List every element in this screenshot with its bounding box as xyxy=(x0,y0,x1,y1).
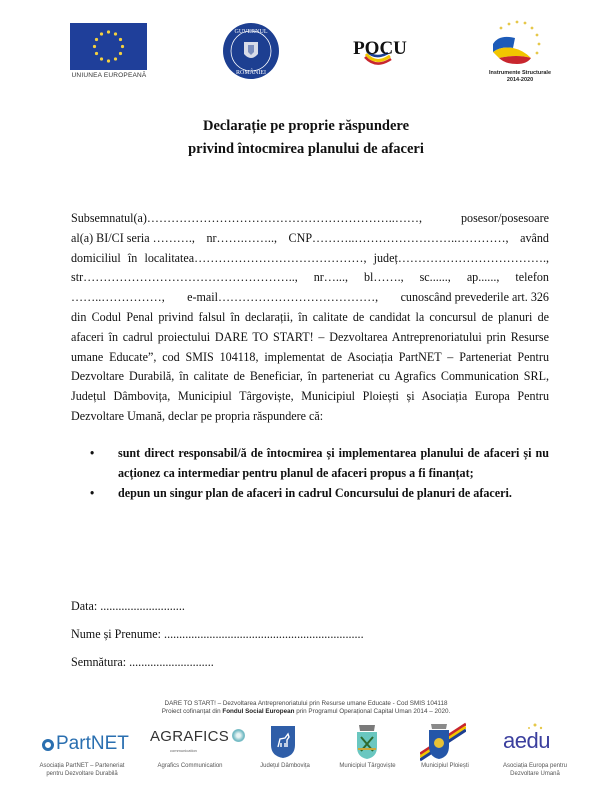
signature-field[interactable]: Semnătura: ............................ xyxy=(71,655,214,669)
partnet-logo-text: PartNET xyxy=(56,733,129,754)
partner-label-targoviste: Municipiul Târgoviște xyxy=(339,763,396,769)
agrafics-subtitle: communication xyxy=(170,748,197,753)
body-text: în xyxy=(127,250,138,265)
name-field[interactable]: Subsemnatul(a)……………………………………………………..……, xyxy=(71,211,423,225)
body-text: cunoscând prevederile art. 326 xyxy=(400,290,549,305)
body-text: din Codul Penal privind falsul în declarații, în calitate de candidat la concursul de planuri de xyxy=(71,309,549,324)
partner-label-line: Asociația Europa pentru xyxy=(502,763,568,769)
body-text: afaceri în cadrul proiectului DARE TO START! – Dezvoltarea Antreprenoriatului prin Resurse xyxy=(71,329,549,344)
agrafics-logo-text: AGRAFICS xyxy=(150,728,230,745)
document-title: Declarație pe proprie răspundere xyxy=(202,118,410,134)
dambovita-coat-of-arms-icon xyxy=(270,725,296,759)
body-line-id xyxy=(71,229,549,249)
footer-text: prin Programul Operațional Capital Uman 2014 – 2020. xyxy=(296,708,451,715)
id-number-field[interactable]: nr…….…….., xyxy=(206,230,277,245)
aedu-logo: aedu xyxy=(503,728,550,753)
body-line-name xyxy=(71,209,549,229)
body-line-locality xyxy=(71,249,549,269)
full-name-field[interactable]: Nume și Prenume: .................................................................. xyxy=(71,627,364,641)
partnet-logo xyxy=(42,733,129,755)
agrafics-logo xyxy=(150,728,245,745)
partner-label-aedu xyxy=(490,763,580,778)
eu-stars-icon xyxy=(70,23,147,70)
document-subtitle: privind întocmirea planului de afaceri xyxy=(188,141,424,157)
partnet-ring-icon xyxy=(42,739,54,751)
partner-label-line: Dezvoltare Umană xyxy=(510,770,560,777)
partner-label-line: pentru Dezvoltare Durabilă xyxy=(46,770,118,777)
footer-fund-name: Fondul Social European xyxy=(222,708,295,715)
eu-flag-logo xyxy=(70,23,147,70)
bullet-icon: • xyxy=(90,486,95,500)
body-line-contact xyxy=(71,288,549,308)
body-text: Dezvoltare Umană, declar pe propria răspundere că: xyxy=(71,408,324,423)
block-field[interactable]: bl……., xyxy=(363,270,404,285)
body-text: Dezvoltare Durabilă, în calitate de Beneficiar, în parteneriat cu Agrafics Communication SRL, xyxy=(71,369,549,384)
pocu-text: POCU xyxy=(353,38,407,59)
email-field[interactable]: e-mail…………………………………, xyxy=(187,290,379,305)
partner-label-agrafics: Agrafics Communication xyxy=(157,763,223,769)
bullet-item xyxy=(90,443,549,483)
locality-field[interactable]: localitatea……………………………………, xyxy=(144,250,367,265)
pocu-logo xyxy=(346,32,414,66)
body-text: Județul Dâmbovița, Municipiul Târgoviște, Municipiul Ploiești și Asociația Europa Pentru xyxy=(71,389,549,404)
body-text: domiciliul xyxy=(71,250,121,265)
eu-label: UNIUNEA EUROPEANĂ xyxy=(71,72,147,79)
street-field[interactable]: str…………………………………………….., xyxy=(71,270,298,285)
seal-bottom-text: ROMÂNIEI xyxy=(236,70,266,76)
structural-instruments-logo xyxy=(487,18,553,70)
structural-label-line1: Instrumente Structurale xyxy=(488,70,552,76)
bullet-text: sunt direct responsabil/ă de întocmirea și implementarea planului de afaceri și nu xyxy=(118,446,549,460)
body-text: umane Educate”, cod SMIS 104118, implementat de Asociația PartNET – Parteneriat Pentru xyxy=(71,349,549,364)
footer-funding-line xyxy=(130,708,482,716)
body-text: având xyxy=(520,230,549,245)
id-series-field[interactable]: al(a) BI/CI seria ………., xyxy=(71,230,195,245)
date-field[interactable]: Data: ............................ xyxy=(71,599,185,613)
structural-instruments-label xyxy=(470,70,570,84)
footer-text: Proiect cofinanțat din xyxy=(161,708,221,715)
structural-label-line2: 2014-2020 xyxy=(506,77,534,83)
street-number-field[interactable]: nr…..., xyxy=(313,270,348,285)
body-text: telefon xyxy=(515,270,549,285)
partner-label-ploiesti: Municipiul Ploiești xyxy=(421,763,469,769)
county-field[interactable]: județ………………………………., xyxy=(373,250,549,265)
ploiesti-coat-of-arms-icon xyxy=(420,720,466,762)
declaration-body xyxy=(71,209,549,427)
footer-project-line: DARE TO START! – Dezvoltarea Antreprenoriatului prin Resurse umane Educate - Cod SMIS 104118 xyxy=(164,700,448,707)
partner-label-line: Asociația PartNET – Parteneriat xyxy=(39,763,125,769)
staircase-field[interactable]: sc......, xyxy=(419,270,451,285)
phone-field[interactable]: ……..……………, xyxy=(71,290,165,305)
bullet-item xyxy=(90,483,549,503)
bullet-text: depun un singur plan de afaceri in cadrul Concursului de planuri de afaceri. xyxy=(118,486,512,500)
partner-label-dambovita: Județul Dâmbovița xyxy=(260,763,310,769)
cnp-field[interactable]: CNP………..……………………..…………, xyxy=(288,230,509,245)
body-line-address xyxy=(71,268,549,288)
bullet-icon: • xyxy=(90,446,95,460)
partner-label-partnet xyxy=(32,763,132,778)
targoviste-coat-of-arms-icon xyxy=(354,723,380,761)
seal-top-text: GUVERNUL xyxy=(234,29,268,35)
bullet-text: acționez ca intermediar pentru planul de afaceri propus a fi finanțat; xyxy=(118,466,474,480)
apartment-field[interactable]: ap......, xyxy=(466,270,500,285)
agrafics-disc-icon xyxy=(232,729,245,742)
body-text: posesor/posesoare xyxy=(461,211,549,225)
declaration-bullets xyxy=(90,443,549,503)
romanian-government-seal-logo xyxy=(222,22,280,80)
